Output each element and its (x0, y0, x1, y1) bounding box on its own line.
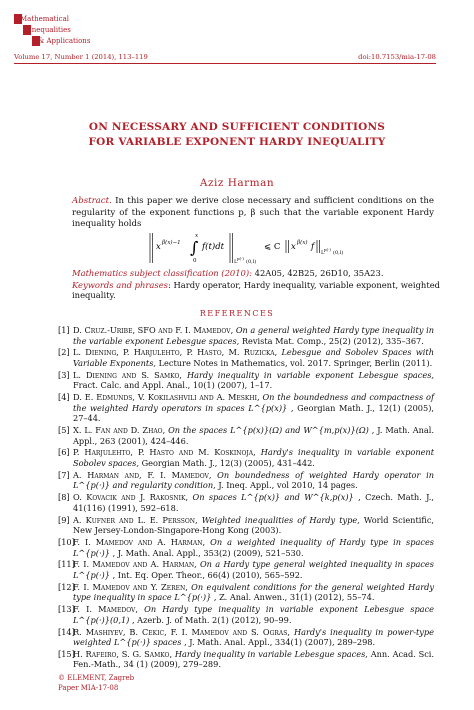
reference-details: , Int. Eq. Oper. Theor., 66(4) (2010), 565–592. (112, 569, 303, 580)
svg-text:L: L (321, 250, 325, 256)
reference-details: Lecture Notes in Mathematics, vol. 2017. Springer, Berlin (2011). (158, 357, 433, 368)
reference-title: Hardy inequality in variable exponent Lebesgue spaces, (186, 369, 435, 380)
reference-authors: A. Harman and, F. I. Mamedov, (73, 469, 212, 480)
reference-item (58, 370, 434, 391)
reference-details: Revista Mat. Comp., 25(2) (2012), 335–367. (241, 335, 424, 346)
reference-title: Hardy's inequality in power-type weighted L^{p(·)} spaces (73, 626, 434, 648)
abstract (72, 196, 434, 231)
reference-details: Ann. Acad. Sci. Fen.-Math., 34 (1) (2009), 279–289. (73, 648, 435, 670)
publisher-mark: © ELEMENT, Zagreb (58, 674, 135, 682)
reference-title: On Hardy type inequality in variable exponent Lebesgue space L^{p(·)}(0,1) (73, 604, 434, 625)
keywords-label: Keywords and phrases (72, 280, 168, 290)
reference-number: [11] (58, 559, 75, 570)
formula-lhs-power: β(x)−1 (162, 240, 181, 246)
svg-text:x: x (156, 242, 161, 252)
hardy-inequality-formula (148, 229, 358, 269)
references-heading: REFERENCES (199, 309, 275, 318)
reference-details: J. Ineq. Appl., vol 2010, 14 pages. (218, 480, 358, 491)
formula-int-upper: x (195, 233, 199, 239)
reference-details: , J. Math. Anal. Appl., 353(2) (2009), 521–530. (112, 547, 304, 558)
abstract-label: Abstract. (72, 196, 112, 206)
reference-authors: F. I. Mamedov, (73, 604, 138, 615)
reference-item (58, 425, 434, 446)
author-name: Aziz Harman (199, 177, 275, 189)
formula-norm-sub: L (234, 259, 238, 265)
reference-details: , J. Math. Anal. Appl., 334(1) (2007), 289–298. (184, 637, 376, 648)
reference-number: [10] (58, 537, 75, 548)
reference-authors: F. I. Mamedov and A. Harman, (73, 559, 197, 570)
reference-title: On equivalent conditions for the general weighted Hardy type inequality in space L^{p(·)} (73, 581, 434, 603)
reference-authors: A. Kufner and L. E. Persson, (73, 514, 198, 525)
volume-info: Volume 17, Number 1 (2014), 113–119 (14, 53, 148, 61)
journal-name-line-3: & Applications (38, 37, 91, 45)
reference-authors: F. I. Mamedov and Y. Zeren, (73, 581, 188, 592)
reference-authors: H. Rafeiro, S. G. Samko, (73, 648, 173, 659)
reference-details: , J. Math. Anal. Appl., 263 (2001), 424–446. (73, 425, 434, 446)
msc-year: (2010): (221, 268, 252, 278)
reference-details: , Georgian Math. J., 12(1) (2005), 27–44. (73, 402, 434, 424)
reference-number: [8] (58, 492, 70, 503)
references-list (58, 325, 434, 671)
reference-item (58, 447, 434, 468)
reference-item (58, 649, 434, 670)
reference-number: [12] (58, 581, 75, 592)
svg-text:(0,l): (0,l) (246, 259, 257, 265)
reference-authors: L. Diening, P. Harjulehto, P. Hasto, M. Ruzicka, (73, 347, 278, 358)
reference-authors: O. Kovacik and J. Rakosnik, (73, 492, 189, 503)
paper-id: Paper MIA-17-08 (58, 684, 119, 692)
formula-rhs-f: f (311, 242, 315, 252)
reference-item (58, 515, 434, 536)
reference-authors: L. Diening and S. Samko, (73, 369, 183, 380)
reference-item (58, 537, 434, 558)
reference-number: [2] (58, 347, 70, 358)
reference-number: [14] (58, 626, 75, 637)
reference-authors: D. E. Edmunds, V. Kokilashvili and A. Meskhi, (73, 392, 260, 403)
reference-title: On spaces L^{p(x)} and W^{k,p(x)} (192, 492, 354, 503)
svg-text:p(·): p(·) (237, 256, 244, 261)
msc-value: 42A05, 42B25, 26D10, 35A23. (254, 268, 384, 278)
reference-title: Hardy inequality in variable Lebesgue spaces, (174, 648, 368, 659)
reference-authors: F. I. Mamedov and A. Harman, (73, 537, 206, 548)
reference-title: On a Hardy type general weighted inequality in spaces L^{p(·)} (73, 559, 434, 580)
header-rule (14, 63, 436, 64)
formula-integrand: f(t)dt (202, 242, 225, 252)
reference-details: , Z. Anal. Anwen., 31(1) (2012), 55–74. (213, 592, 375, 603)
reference-number: [4] (58, 392, 70, 403)
reference-item (58, 325, 434, 346)
reference-item (58, 627, 434, 648)
svg-text:x: x (291, 242, 296, 252)
reference-title: On the spaces L^{p(x)}(Ω) and W^{m,p(x)}(Ω) (168, 425, 369, 436)
reference-details: , Czech. Math. J., 41(116) (1991), 592–618. (73, 492, 435, 513)
paper-title-line-1: ON NECESSARY AND SUFFICIENT CONDITIONS (88, 121, 386, 133)
reference-number: [1] (58, 325, 70, 335)
svg-text:∫: ∫ (190, 238, 199, 257)
msc-line (72, 268, 442, 278)
reference-details: Georgian Math. J., 12(3) (2005), 431–442. (141, 457, 315, 468)
reference-item (58, 392, 434, 424)
reference-title: On boundedness of weighted Hardy operator in L^{p(·)} and regularity condition, (73, 469, 434, 491)
abstract-text: In this paper we derive close necessary and sufficient conditions on the regularity of the exponent functions p, β such that the variable exponent Hardy inequality holds (72, 196, 434, 230)
formula-relation: ⩽ C (264, 242, 281, 252)
reference-item (58, 582, 434, 603)
reference-item (58, 470, 434, 491)
msc-label: Mathematics subject classification (72, 268, 219, 278)
journal-name-line-2: Inequalities (29, 26, 71, 34)
formula-rhs-power: β(x) (297, 240, 308, 246)
reference-number: [7] (58, 469, 70, 480)
reference-number: [6] (58, 447, 70, 458)
reference-item (58, 492, 434, 513)
svg-text:(0,l): (0,l) (333, 250, 344, 256)
paper-title-line-2: FOR VARIABLE EXPONENT HARDY INEQUALITY (88, 136, 386, 148)
reference-number: [5] (58, 425, 70, 436)
keywords-line: Keywords and phrases: Hardy operator, Hardy inequality, variable exponent, weighted inequality. (72, 280, 441, 300)
reference-title: On a weighted inequality of Hardy type in spaces L^{p(·)} (73, 537, 434, 558)
reference-title: On a general weighted Hardy type inequality in the variable exponent Lebesgue spaces, (73, 325, 434, 346)
reference-details: , Azerb. J. of Math. 2(1) (2012), 90–99. (131, 614, 292, 625)
reference-details: Fract. Calc. and Appl. Anal., 10(1) (2007), 1–17. (73, 380, 273, 391)
reference-title: Weighted inequalities of Hardy type, (201, 514, 360, 525)
reference-item (58, 559, 434, 580)
svg-text:p(·): p(·) (324, 247, 331, 252)
keywords-value: Hardy operator, Hardy inequality, variable exponent, weighted inequality. (72, 280, 441, 300)
reference-item (58, 347, 434, 368)
reference-title: Hardy's inequality in variable exponent Sobolev spaces, (73, 447, 434, 468)
reference-authors: P. Harjulehto, P. Hasto and M. Koskinoja, (73, 447, 256, 458)
reference-authors: X. L. Fan and D. Zhao, (73, 425, 166, 436)
reference-authors: D. Cruz.-Uribe, SFO and F. I. Mamedov, (73, 325, 234, 335)
reference-title: On the boundedness and compactness of the weighted Hardy operators in spaces L^{p(x)} (73, 392, 434, 413)
reference-title: Lebesgue and Sobolev Spaces with Variable Exponents, (73, 347, 434, 368)
doi-link[interactable]: doi:10.7153/mia-17-08 (358, 53, 436, 61)
reference-item (58, 604, 434, 625)
reference-authors: R. Mashiyev, B. Cekic, F. I. Mamedov and S. Ogras, (73, 626, 290, 637)
reference-number: [9] (58, 514, 70, 525)
reference-details: World Scientific, New Jersey-London-Singapore-Hong Kong (2003). (73, 514, 435, 536)
journal-name-line-1: Mathematical (20, 15, 69, 23)
reference-number: [15] (58, 648, 75, 659)
formula-int-lower: 0 (193, 258, 197, 264)
reference-number: [3] (58, 369, 70, 380)
reference-number: [13] (58, 604, 75, 615)
